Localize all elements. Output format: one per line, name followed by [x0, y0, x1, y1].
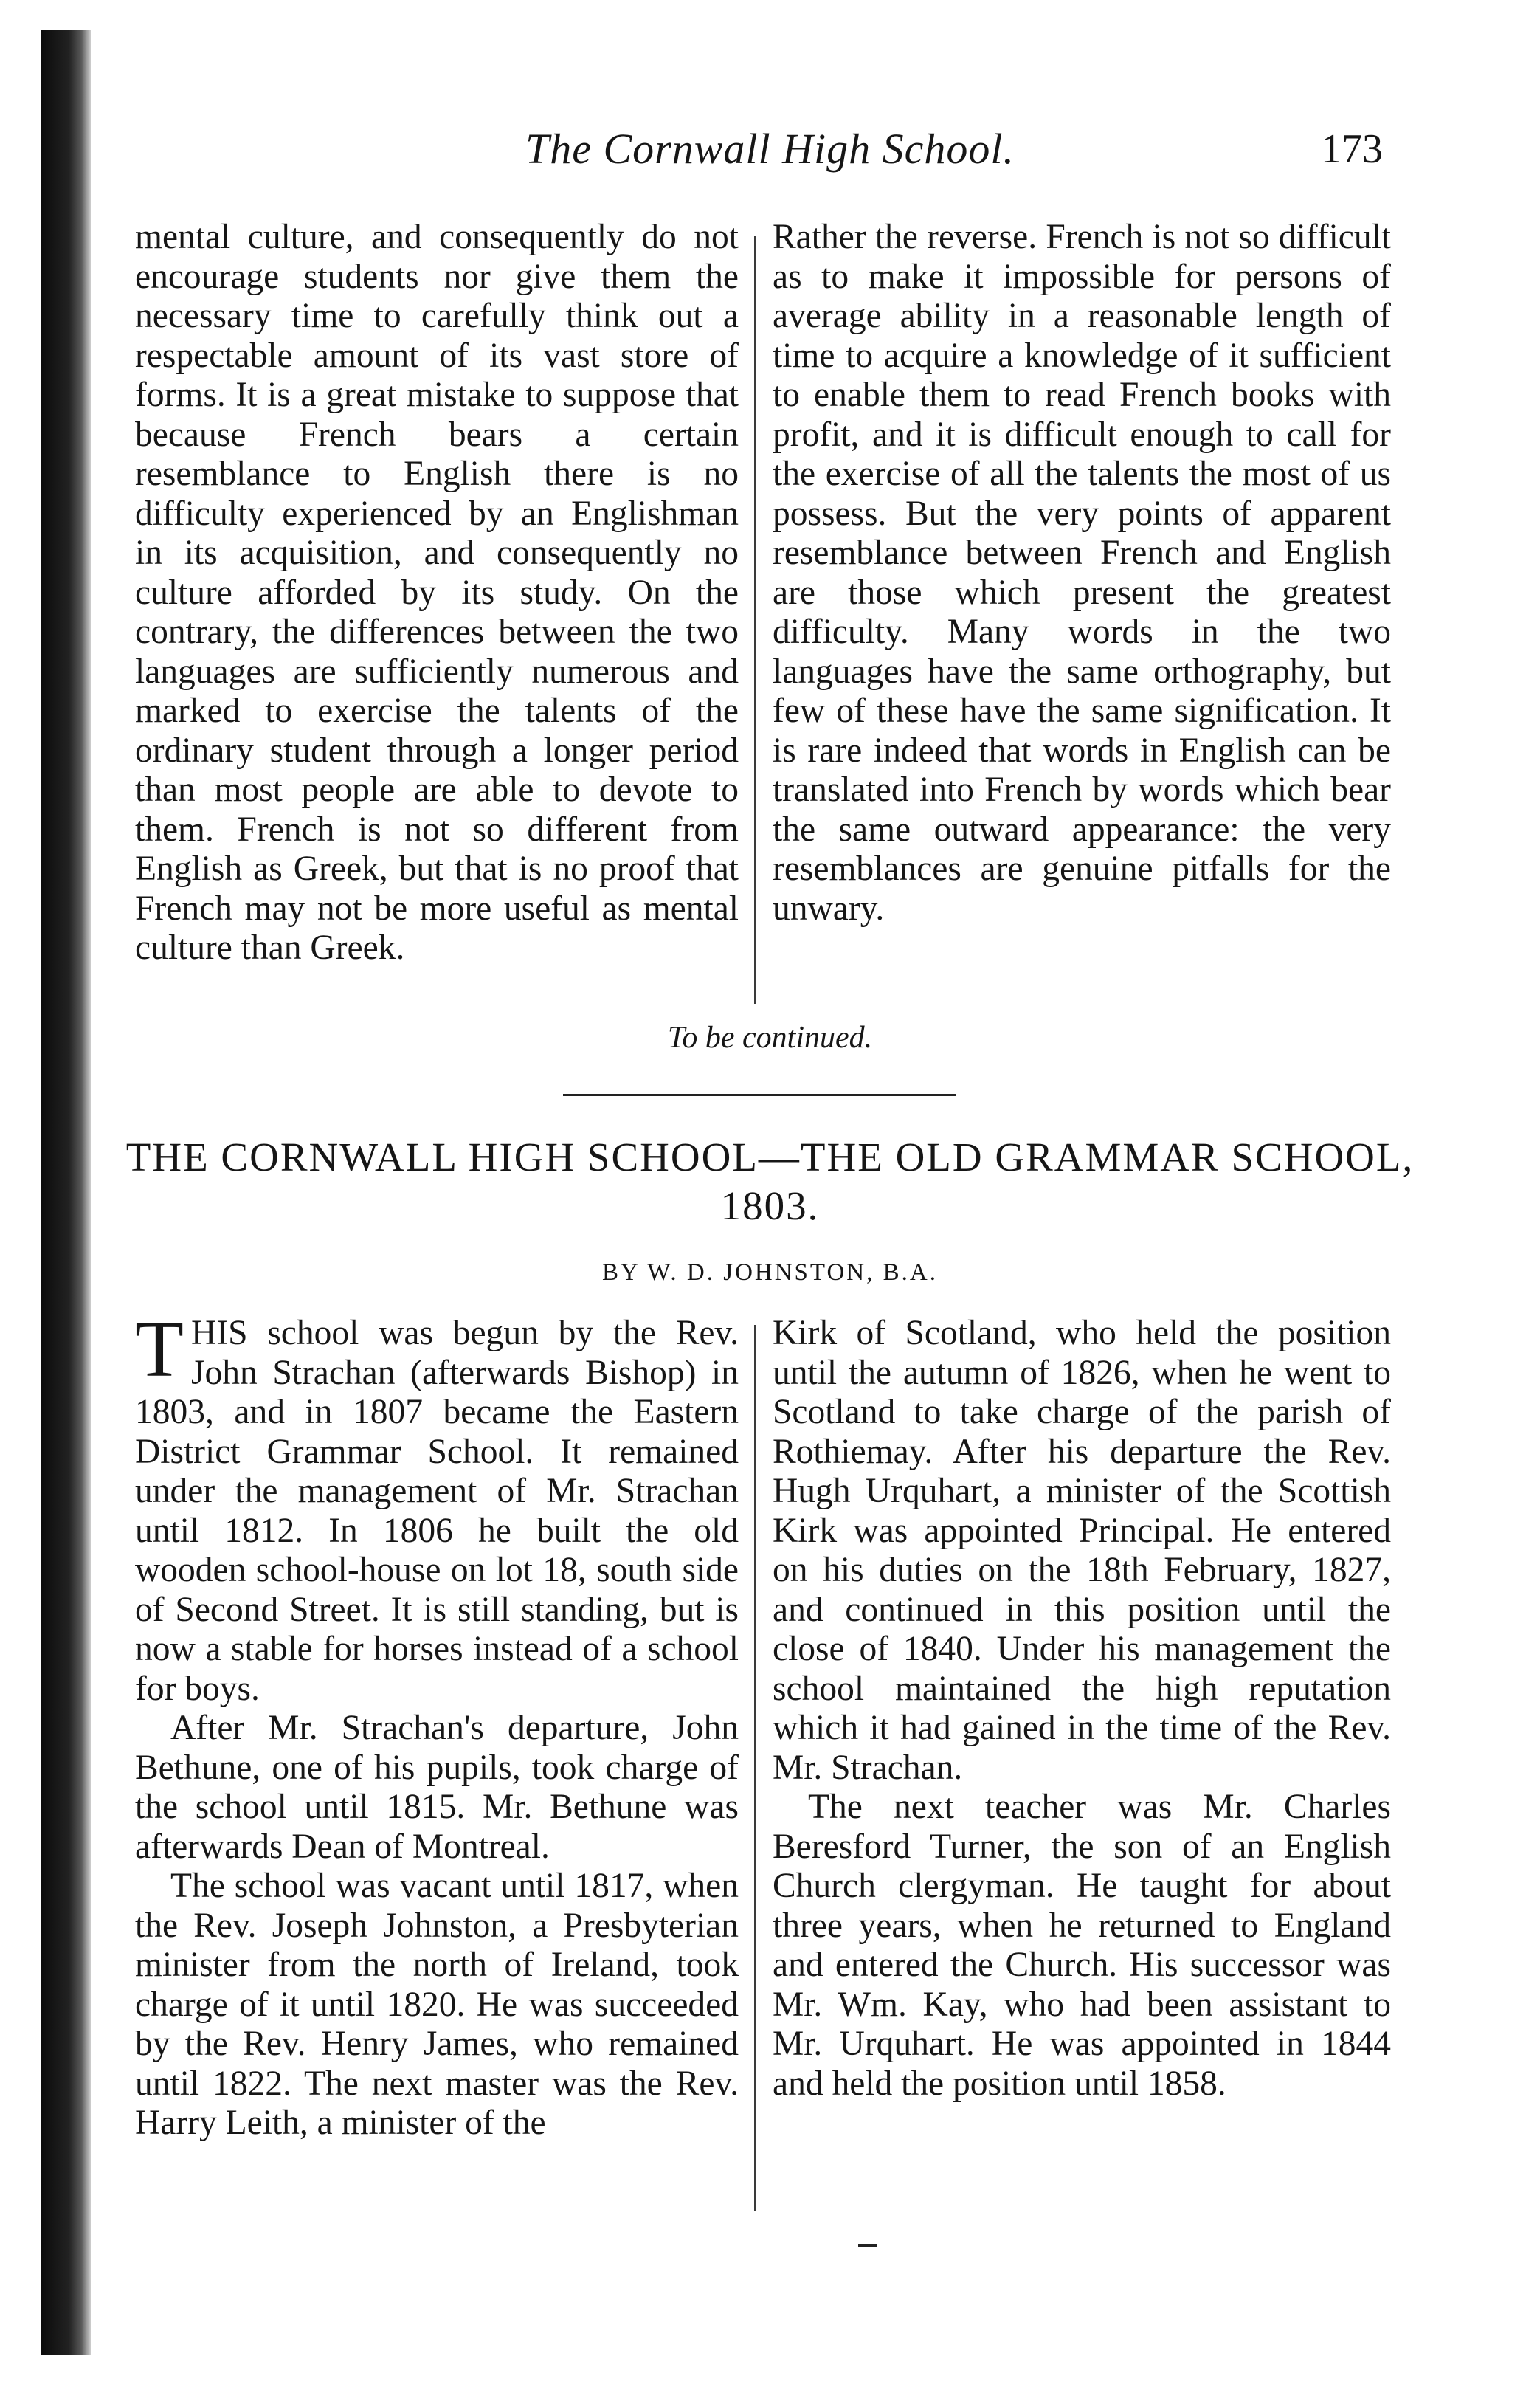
article-left-column: [135, 1306, 739, 2143]
scan-binding-edge: [41, 30, 91, 2355]
continued-text-left-column: [135, 218, 739, 968]
section-divider-rule: [563, 1094, 956, 1096]
to-be-continued-note: To be continued.: [667, 1021, 873, 1055]
page-number: 173: [1321, 126, 1383, 172]
drop-cap: T: [135, 1306, 184, 1394]
article-paragraph-1: [135, 1306, 739, 1709]
article-byline: BY W. D. JOHNSTON, B.A.: [602, 1259, 938, 1286]
running-title: The Cornwall High School.: [525, 125, 1015, 173]
page-end-mark: [858, 2244, 877, 2247]
article-paragraph-3: The school was vacant until 1817, when the Rev. Joseph Johnston, a Presbyterian minister from the north of Ireland, took charge of it until 1820. He was succeeded by the Rev. Henry James, who remained until 1822. The next master was the Rev. Harry Leith, a minister of the: [135, 1867, 739, 2142]
article-title: THE CORNWALL HIGH SCHOOL—THE OLD GRAMMAR SCHOOL, 1803.: [125, 1134, 1415, 1228]
continued-paragraph-left: mental culture, and consequently do not encourage students nor give them the necessary time to carefully think out a respectable amount of its vast store of forms. It is a great mistake to suppose that because French bears a certain resemblance to English there is no difficulty experienced by an Englishman in its acquisition, and consequently no culture afforded by its study. On the contrary, the differences between the two languages are sufficiently numerous and marked to exercise the talents of the ordinary student through a longer period than most people are able to devote to them. French is not so different from English as Greek, but that is no proof that French may not be more useful as mental culture than Greek.: [135, 218, 739, 967]
article-right-column: [773, 1314, 1391, 2104]
article-paragraph-4: Kirk of Scotland, who held the position until the autumn of 1826, when he went to Scotland to take charge of the parish of Rothiemay. After his departure the Rev. Hugh Urquhart, a minister of the Scottish Kirk was appointed Principal. He entered on his duties on the 18th February, 1827, and continued in this position until the close of 1840. Under his management the school maintained the high reputation which it had gained in the time of the Rev. Mr. Strachan.: [773, 1314, 1391, 1787]
continued-text-right-column: [773, 218, 1391, 929]
continued-paragraph-right: Rather the reverse. French is not so difficult as to make it impossible for persons of average ability in a reasonable length of time to acquire a knowledge of it sufficient to enable them to read French books with profit, and it is difficult enough to call for the exercise of all the talents the most of us possess. But the very points of apparent resemblance between French and English are those which present the greatest difficulty. Many words in the two languages have the same orthography, but few of these have the same signification. It is rare indeed that words in English can be translated into French by words which bear the same outward appearance: the very resemblances are genuine pitfalls for the unwary.: [773, 218, 1391, 928]
article-paragraph-1-text: HIS school was begun by the Rev. John Strachan (afterwards Bishop) in 1803, and in 1807 became the Eastern District Grammar School. It remained under the management of Mr. Strachan until 1812. In 1806 he built the old wooden school-house on lot 18, south side of Second Street. It is still standing, but is now a stable for horses instead of a school for boys.: [135, 1314, 739, 1708]
article-paragraph-2: After Mr. Strachan's departure, John Bethune, one of his pupils, took charge of the school until 1815. Mr. Bethune was afterwards Dean of Montreal.: [135, 1709, 739, 1866]
column-divider-top: [754, 236, 756, 1004]
column-divider-bottom: [754, 1325, 756, 2211]
article-paragraph-5: The next teacher was Mr. Charles Beresford Turner, the son of an English Church clergyman. He taught for about three years, when he returned to England and entered the Church. His successor was Mr. Wm. Kay, who had been assistant to Mr. Urquhart. He was appointed in 1844 and held the position until 1858.: [773, 1788, 1391, 2103]
